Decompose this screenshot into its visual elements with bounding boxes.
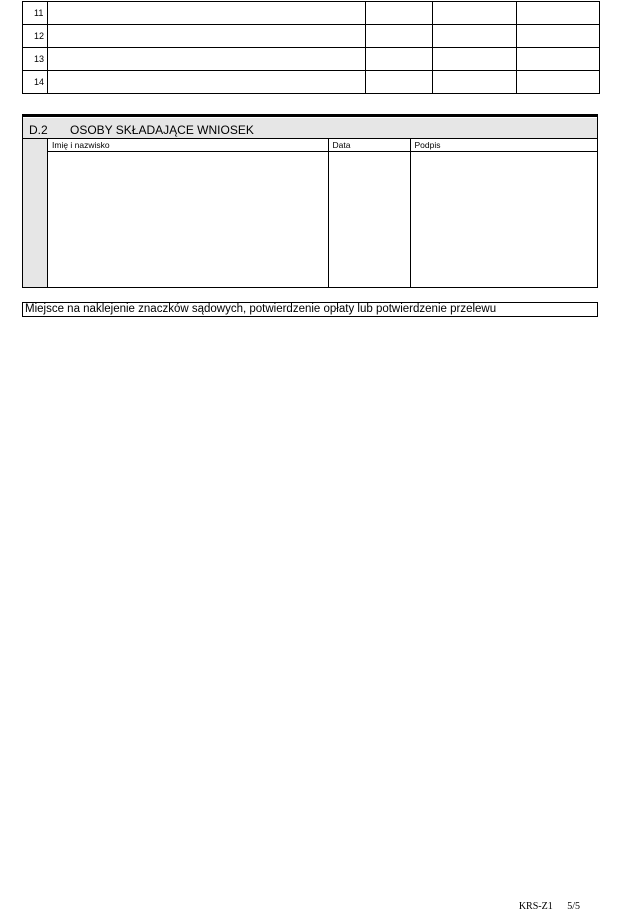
column-header-name: Imię i nazwisko [48,139,328,151]
signature-field[interactable] [410,151,597,287]
entry-cell[interactable] [433,2,517,25]
date-field[interactable] [328,151,410,287]
section-title: OSOBY SKŁADAJĄCE WNIOSEK [70,123,254,137]
section-code: D.2 [29,123,48,137]
table-header-row [48,139,597,151]
row-number: 14 [23,71,48,94]
name-field[interactable] [48,151,328,287]
table-row [23,48,600,71]
applicants-table [48,139,597,287]
entry-cell[interactable] [366,48,433,71]
entry-cell[interactable] [366,2,433,25]
entry-cell[interactable] [517,48,600,71]
form-code: KRS-Z1 [518,901,553,912]
table-row [48,151,597,287]
row-number: 13 [23,48,48,71]
table-row [23,71,600,94]
entry-cell[interactable] [517,2,600,25]
page-footer [519,901,580,912]
entry-cell[interactable] [48,48,366,71]
section-d2 [22,115,598,288]
stamps-box [22,302,598,317]
row-number: 11 [23,2,48,25]
row-number: 12 [23,25,48,48]
entry-cell[interactable] [48,2,366,25]
section-header [23,118,597,139]
table-row [23,25,600,48]
column-header-date: Data [328,139,410,151]
column-header-signature: Podpis [410,139,597,151]
entry-cell[interactable] [517,71,600,94]
entry-cell[interactable] [48,25,366,48]
stamps-label: Miejsce na naklejenie znaczków sądowych, potwierdzenie opłaty lub potwierdzenie przelewu [25,303,497,315]
section-gutter [23,139,48,287]
table-row [23,2,600,25]
entry-cell[interactable] [48,71,366,94]
entry-cell[interactable] [433,25,517,48]
entry-cell[interactable] [517,25,600,48]
entry-cell[interactable] [366,25,433,48]
entries-table [22,1,600,94]
page-number: 5/5 [567,901,580,912]
entry-cell[interactable] [433,71,517,94]
entry-cell[interactable] [366,71,433,94]
entry-cell[interactable] [433,48,517,71]
